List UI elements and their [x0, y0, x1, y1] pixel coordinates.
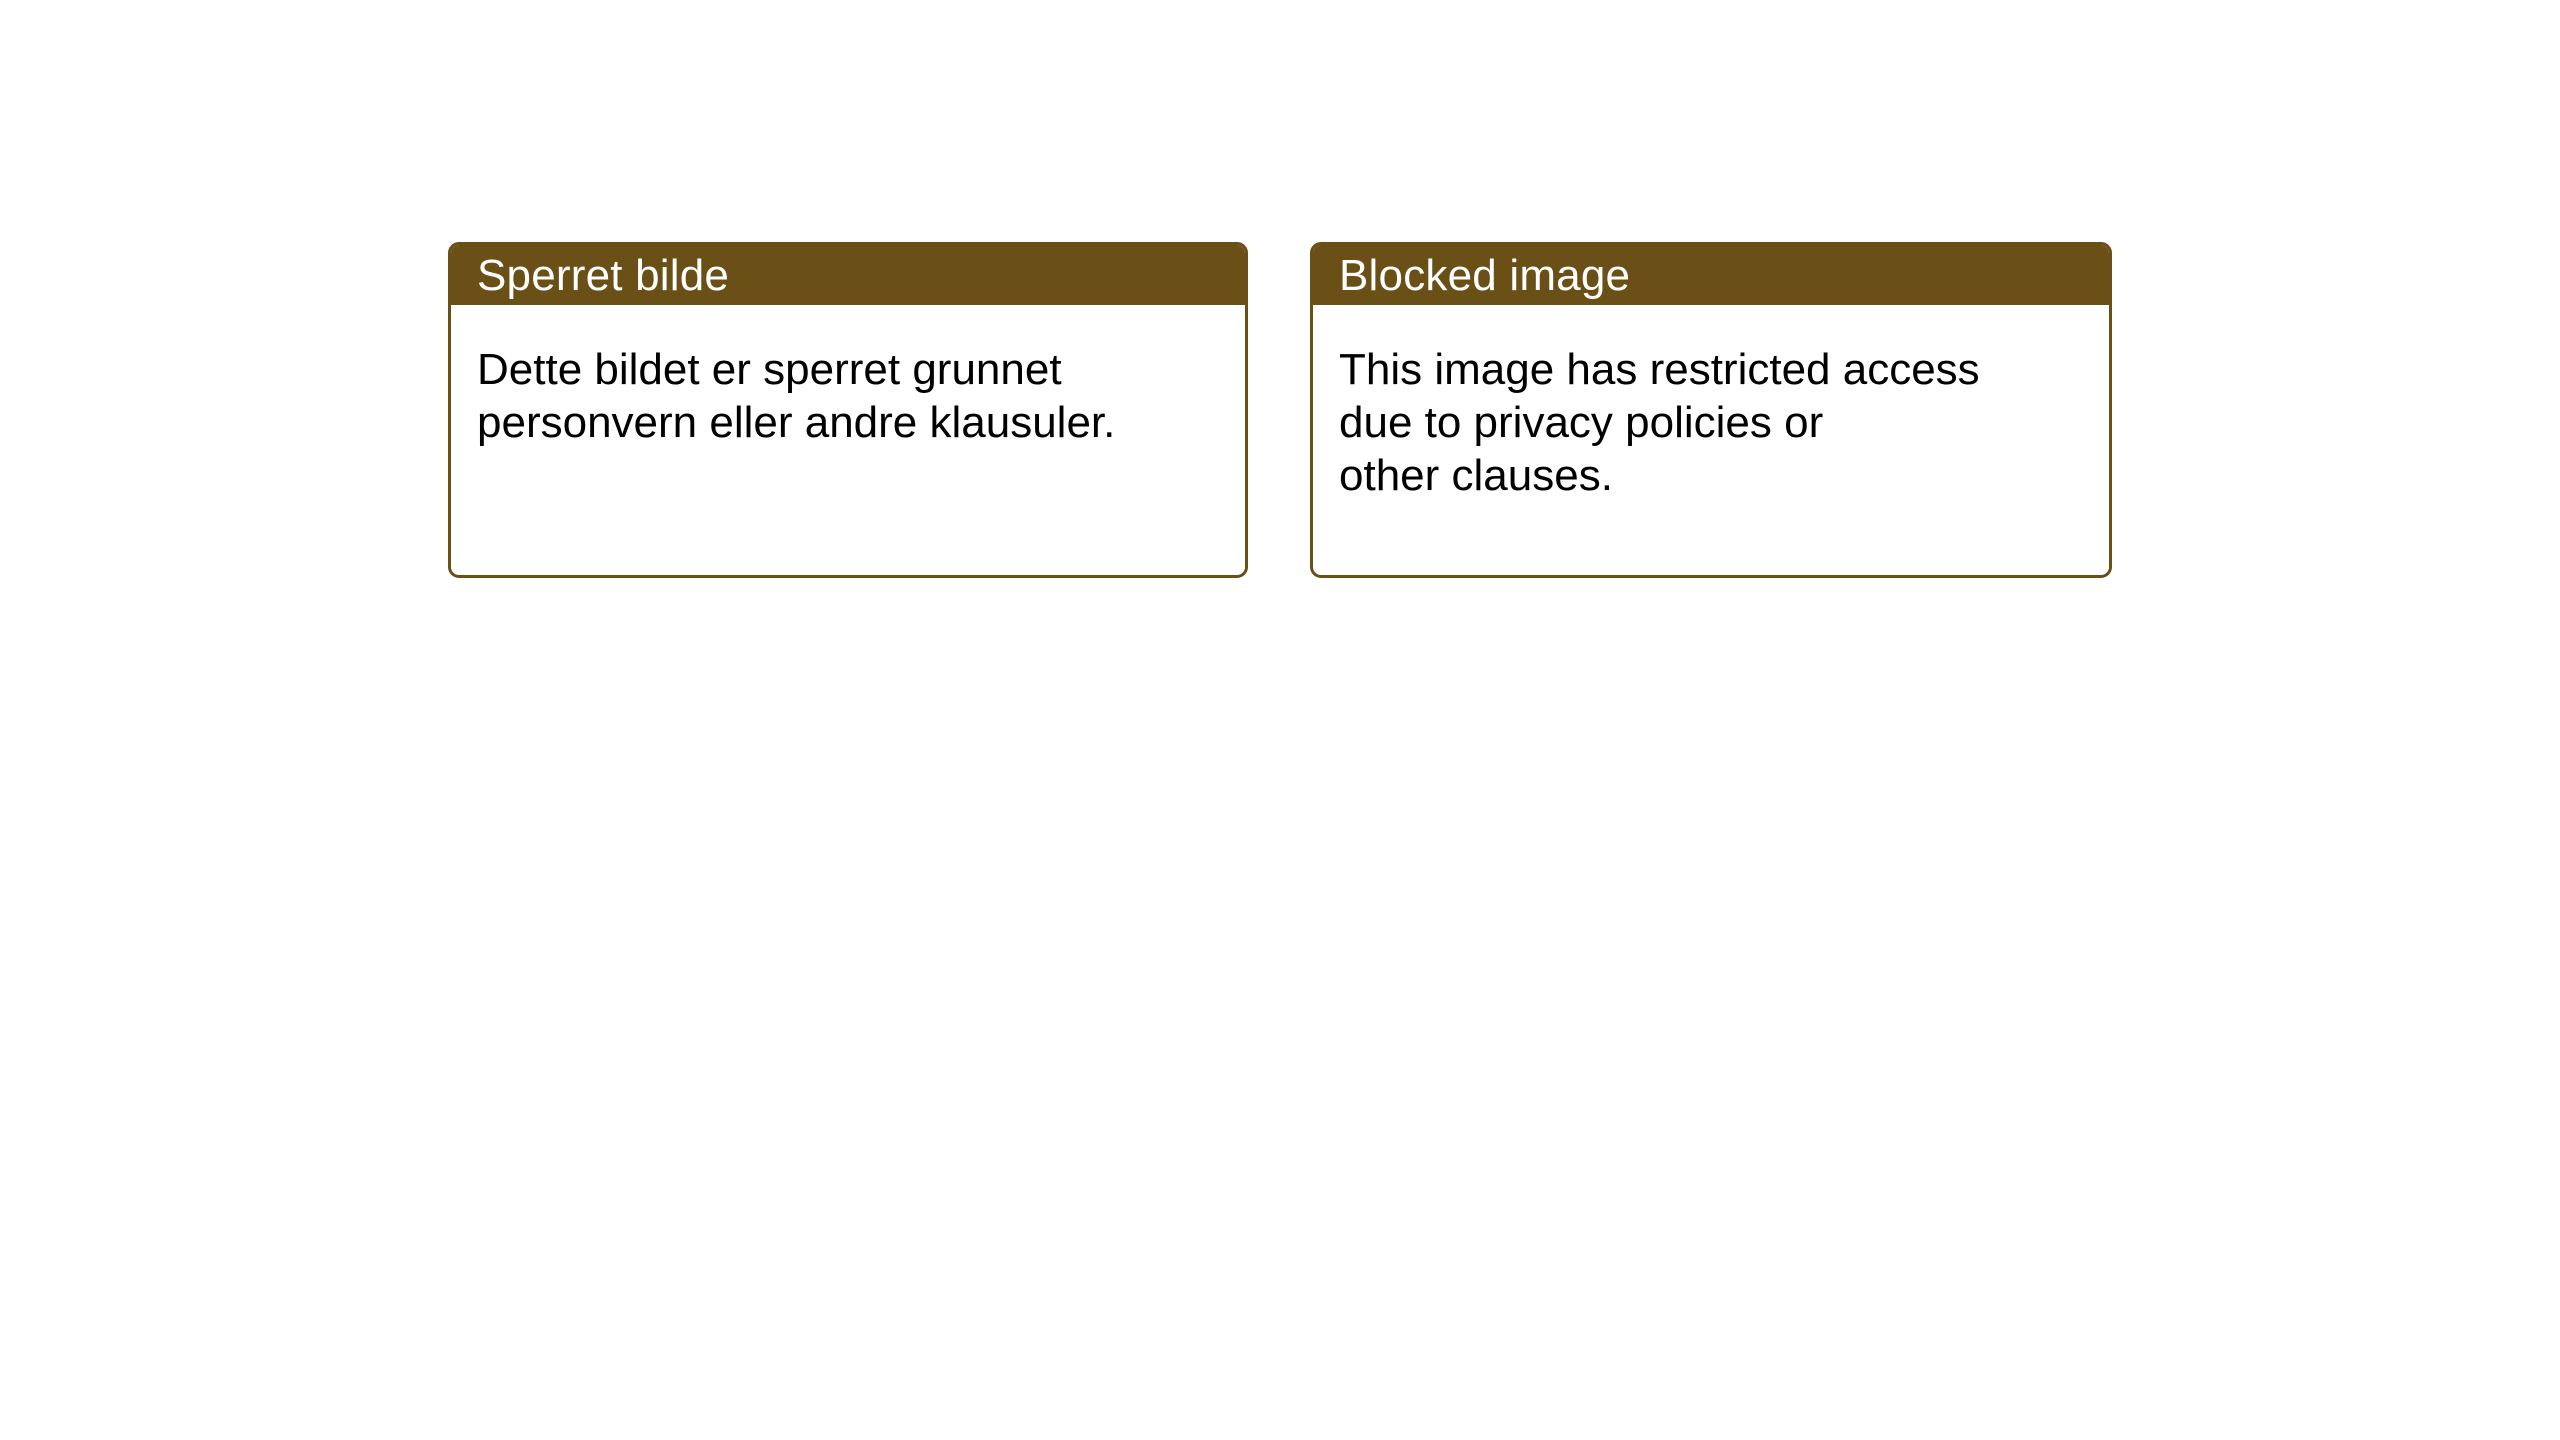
notice-card-header: [1313, 245, 2109, 305]
notice-card-blocked-image: [1310, 242, 2112, 578]
notice-text-line: personvern eller andre klausuler.: [477, 398, 1116, 447]
notice-card-body: [451, 305, 1245, 449]
notice-text-line: Dette bildet er sperret grunnet: [477, 345, 1062, 394]
notice-text-line: due to privacy policies or: [1339, 398, 1824, 447]
notice-card-sperret-bilde: [448, 242, 1248, 578]
notice-card-body: [1313, 305, 2109, 502]
notice-card-title: Sperret bilde: [477, 251, 730, 300]
notice-card-title: Blocked image: [1339, 251, 1631, 300]
notice-text-line: This image has restricted access: [1339, 345, 1980, 394]
notice-text-line: other clauses.: [1339, 451, 1613, 500]
notice-card-header: [451, 245, 1245, 305]
